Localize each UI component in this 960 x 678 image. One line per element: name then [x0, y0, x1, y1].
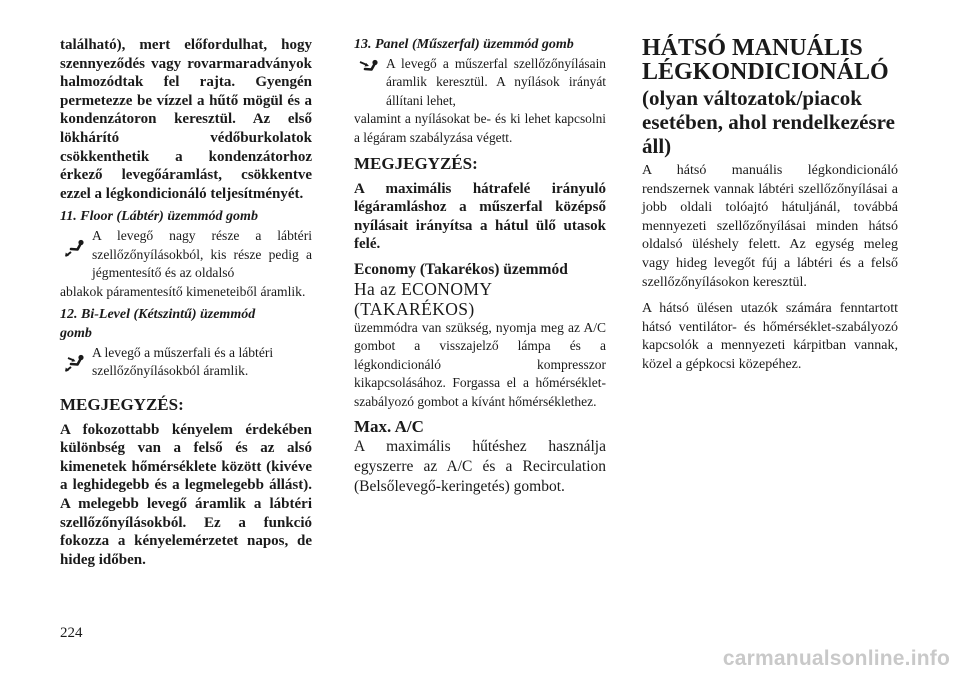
- note-text-2: A maximális hátrafelé irányuló légáramláshoz a műszerfal középső nyílásait irányítsa a hátul ülő utasok felé.: [354, 180, 606, 253]
- panel-mode-heading: 13. Panel (Műszerfal) üzemmód gomb: [354, 37, 574, 52]
- panel-mode-section: [354, 55, 606, 111]
- note-text: A fokozottabb kényelem érdekében különbség van a felső és az alsó kimenetek hőmérséklete között (kivéve a leghidegebb és a legmelegebb állást). A melegebb levegő áramlik a lábtéri szellőzőnyílásokból. Ez a funkció fokozza a kényelemérzetet napos, de hideg időben.: [60, 421, 312, 568]
- intro-paragraph: található), mert előfordulhat, hogy szennyeződés vagy rovarmaradványok halmozódtak fel rajta. Gyengén permetezze be vízzel a hűtő mögül és a kondenzátoron keresztül. Az első lökhárító védőburkolatok csökkenthetik a kondenzátorhoz érkező levegőáramlást, csökkentve ezzel a légkondicionáló teljesítményét.: [60, 37, 312, 202]
- bilevel-mode-text: A levegő a műszerfali és a lábtéri szellőzőnyílásokból áramlik.: [92, 344, 274, 379]
- section-subtitle: (olyan változatok/piacok esetében, ahol rendelkezésre áll): [642, 86, 895, 158]
- section-title: HÁTSÓ MANUÁLIS LÉGKONDICIONÁLÓ: [642, 35, 889, 85]
- rear-ac-paragraph-1: A hátsó manuális légkondicionáló rendszernek vannak lábtéri szellőzőnyílásai a jobb oldali tolóajtó hátuljánál, továbbá mennyezeti szellőzőnyílásai minden hátsó oldalsó üléshely felett. Az egység meleg vagy hideg levegőt fúj a lábtéri és a felső szellőzőnyílásokon keresztül.: [642, 163, 898, 290]
- max-ac-heading: Max. A/C: [354, 416, 424, 436]
- column-middle: [354, 36, 606, 497]
- floor-mode-icon: [64, 239, 86, 257]
- floor-mode-text: A levegő nagy része a lábtéri szellőzőnyílásokból, kis része pedig a jégmentesítő és az oldalsó: [92, 227, 312, 281]
- bilevel-mode-heading: 12. Bi-Level (Kétszintű) üzemmód gomb: [60, 307, 256, 341]
- bilevel-mode-icon: [64, 354, 86, 372]
- panel-mode-icon: [358, 59, 380, 77]
- panel-mode-text-rest: valamint a nyílásokat be- és ki lehet kapcsolni a légáram szabályzása végett.: [354, 111, 606, 145]
- watermark: carmanualsonline.info: [722, 647, 950, 670]
- column-left: [60, 36, 312, 569]
- panel-mode-text: A levegő a műszerfal szellőzőnyílásain áramlik keresztül. A nyílások irányát állítani lehet,: [386, 55, 606, 108]
- rear-ac-paragraph-2: A hátsó ülésen utazók számára fenntartott hátsó ventilátor- és hőmérséklet-szabályozó kapcsolók a mennyezeti kárpitban vannak, közel a gépkocsi közepéhez.: [642, 301, 898, 372]
- floor-mode-heading: 11. Floor (Lábtér) üzemmód gomb: [60, 209, 258, 225]
- page-number: 224: [60, 625, 83, 641]
- max-ac-text: A maximális hűtéshez használja egyszerre az A/C és a Recirculation (Belsőlevegő-keringetés) gombot.: [354, 437, 606, 495]
- floor-mode-section: [60, 227, 312, 283]
- economy-text: üzemmódra van szükség, nyomja meg az A/C gombot a visszajelző lámpa és a légkondicionáló kompresszor kikapcsolásához. Forgassa el a hőmérséklet-szabályozó gombot a kívánt hőmérséklethez.: [354, 319, 606, 409]
- bilevel-mode-section: [60, 344, 312, 381]
- economy-lead: Ha az ECONOMY (TAKARÉKOS): [354, 278, 492, 319]
- note-heading: MEGJEGYZÉS:: [60, 394, 184, 414]
- column-right: [642, 36, 898, 375]
- floor-mode-text-rest: ablakok páramentesítő kimeneteiből áramlik.: [60, 283, 306, 299]
- note-heading-2: MEGJEGYZÉS:: [354, 153, 478, 173]
- economy-heading: Economy (Takarékos) üzemmód: [354, 260, 568, 278]
